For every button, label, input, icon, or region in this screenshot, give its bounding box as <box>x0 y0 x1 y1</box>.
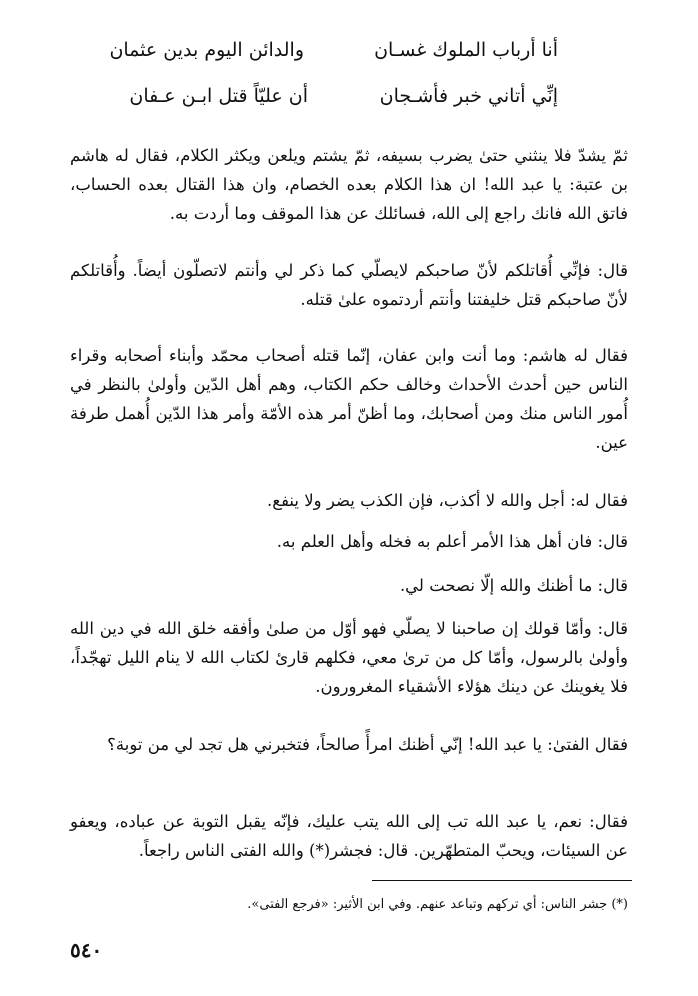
paragraph: قال: فإنِّي أُقاتلكم لأنّ صاحبكم لايصلّي كما ذكر لي وأنتم لاتصلّون أيضاً. وأُقاتلكم لأنّ صاحبكم قتل خليفتنا وأنتم أردتموه علىٰ قتله. <box>70 260 628 309</box>
paragraph: فقال الفتىٰ: يا عبد الله! إنّي أظنك امرأً صالحاً، فتخبرني هل تجد لي من توبة؟ <box>107 734 628 754</box>
poem-line2-first-hemistich: إنِّي أتاني خبر فأشـجان <box>379 85 558 107</box>
poem-line1-second-hemistich: والدائن اليوم بدين عثمان <box>109 39 304 61</box>
footnote: (*) جشر الناس: أي تركهم وتباعد عنهم. وفي ابن الأثير: «فرجع الفتى». <box>247 897 628 912</box>
paragraph: فقال له هاشم: وما أنت وابن عفان، إنّما قتله أصحاب محمّد وأبناء أصحابه وقراء الناس حين أحدث الأحداث وخالف حكم الكتاب، وهم أهل الدّين وأولىٰ بالنظر في أُمور الناس منك ومن أصحابك، وما أظنّ أمر هذه الأمّة وأمر هذا الدّين أُهمل طرفة عين. <box>70 345 628 452</box>
paragraph: قال: وأمّا قولك إن صاحبنا لا يصلّي فهو أوّل من صلىٰ وأفقه خلق الله في دين الله وأولىٰ بالرسول، وأمّا كل من ترىٰ معي، فكلهم قارئ لكتاب الله لا ينام الليل تهجّداً، فلا يغوينك عن دينك هؤلاء الأشقياء المغرورون. <box>70 618 628 696</box>
paragraph: قال: فان أهل هذا الأمر أعلم به فخله وأهل العلم به. <box>276 531 628 551</box>
paragraph: فقال: نعم، يا عبد الله تب إلى الله يتب عليك، فإنّه يقبل التوبة عن عباده، ويعفو عن السيئات، ويحبّ المتطهّرين. قال: فجشر(*) والله الفتى الناس راجعاً. <box>70 811 628 860</box>
paragraph: ثمّ يشدّ فلا ينثني حتىٰ يضرب بسيفه، ثمّ يشتم ويلعن ويكثر الكلام، فقال له هاشم بن عتبة: يا عبد الله! ان هذا الكلام بعده الخصام، وان هذا القتال بعده الحساب، فاتق الله فانك راجع إلى الله، فسائلك عن هذا الموقف وما أردت به. <box>70 145 628 223</box>
poem-line1-first-hemistich: أنا أرباب الملوك غسـان <box>374 39 558 61</box>
paragraph: قال: ما أظنك والله إلّا نصحت لي. <box>399 575 628 595</box>
poem-line2-second-hemistich: أن عليّاً قتل ابـن عـفان <box>129 85 308 107</box>
paragraph: فقال له: أجل والله لا أكذب، فإن الكذب يضر ولا ينفع. <box>267 490 628 510</box>
footnote-divider <box>372 880 632 881</box>
page-number: ٥٤٠ <box>70 938 103 962</box>
